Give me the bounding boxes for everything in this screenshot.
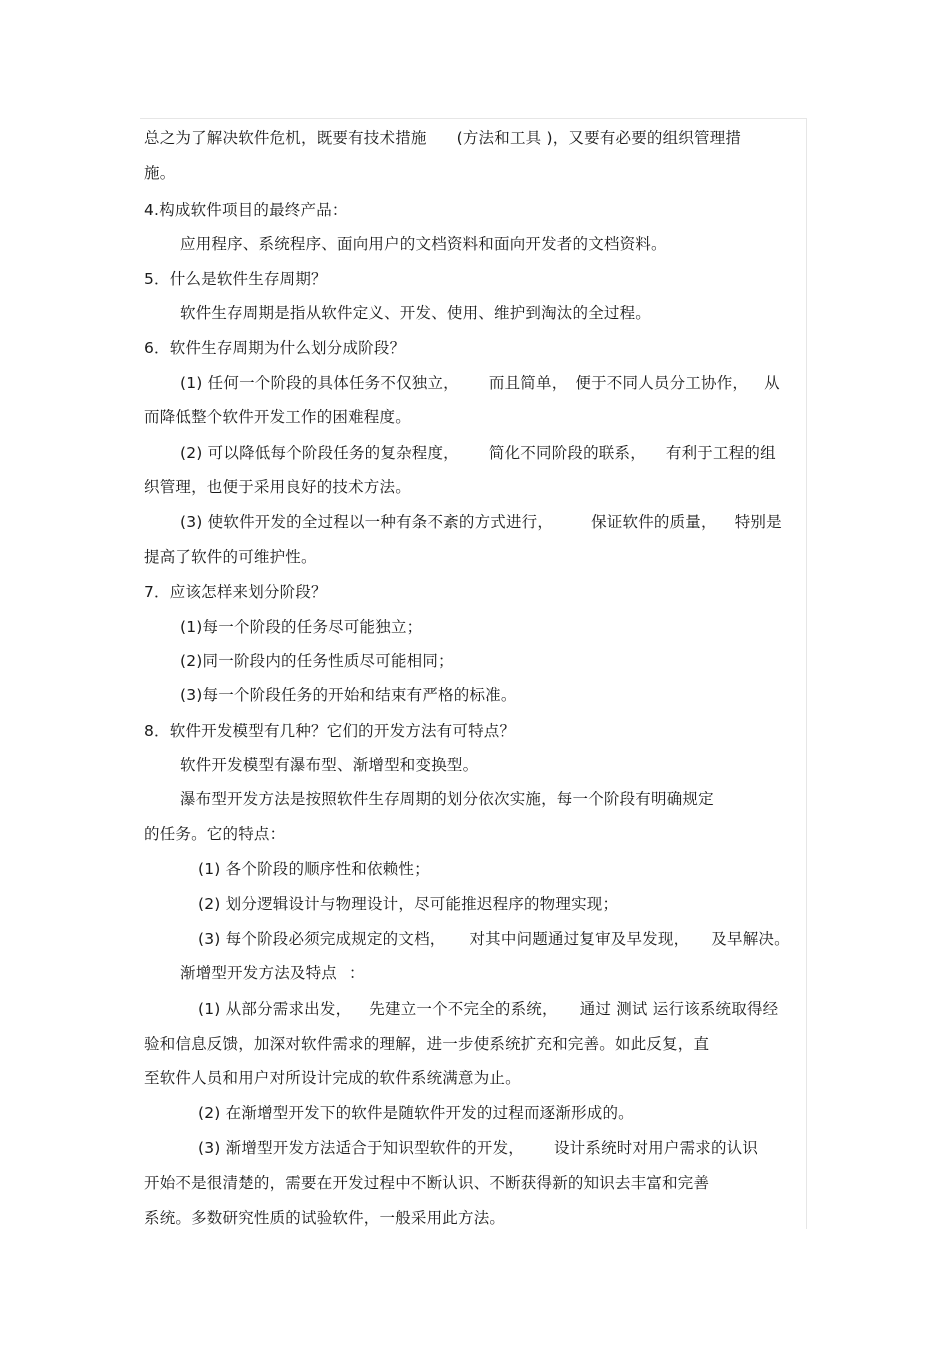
list-item: (1)每一个阶段的任务尽可能独立； xyxy=(180,618,423,636)
answer-line: 系统。多数研究性质的试验软件，一般采用此方法。 xyxy=(144,1209,506,1227)
answer-line: 开始不是很清楚的，需要在开发过程中不断认识、不断获得新的知识去丰富和完善 xyxy=(144,1174,710,1192)
answer-line: 渐增型开发方法及特点 ： xyxy=(180,964,365,982)
answer-line: (1) 任何一个阶段的具体任务不仅独立， 而且简单， 便于不同人员分工协作， 从 xyxy=(180,374,780,392)
answer-line: 应用程序、系统程序、面向用户的文档资料和面向开发者的文档资料。 xyxy=(180,235,667,253)
list-item: (2)同一阶段内的任务性质尽可能相同； xyxy=(180,652,454,670)
answer-line: (3) 使软件开发的全过程以一种有条不紊的方式进行， 保证软件的质量， 特别是 xyxy=(180,513,782,531)
list-item: (3) 渐增型开发方法适合于知识型软件的开发， 设计系统时对用户需求的认识 xyxy=(198,1139,759,1157)
answer-line: (2) 可以降低每个阶段任务的复杂程度， 简化不同阶段的联系， 有利于工程的组 xyxy=(180,444,776,462)
paragraph-line: 施。 xyxy=(144,164,176,182)
question-heading: 6．软件生存周期为什么划分成阶段？ xyxy=(144,339,406,357)
answer-line: 软件开发模型有瀑布型、渐增型和变换型。 xyxy=(180,756,479,774)
list-item: (3) 每个阶段必须完成规定的文档， 对其中问题通过复审及早发现， 及早解决。 xyxy=(198,930,790,948)
answer-line: 提高了软件的可维护性。 xyxy=(144,548,317,566)
answer-line: 而降低整个软件开发工作的困难程度。 xyxy=(144,408,411,426)
question-heading: 7．应该怎样来划分阶段？ xyxy=(144,583,327,601)
question-heading: 4.构成软件项目的最终产品： xyxy=(144,201,348,219)
list-item: (2) 在渐增型开发下的软件是随软件开发的过程而逐渐形成的。 xyxy=(198,1104,634,1122)
list-item: (3)每一个阶段任务的开始和结束有严格的标准。 xyxy=(180,686,517,704)
question-heading: 8．软件开发模型有几种？它们的开发方法有可特点？ xyxy=(144,722,516,740)
question-heading: 5．什么是软件生存周期？ xyxy=(144,270,327,288)
list-item: (1) 各个阶段的顺序性和依赖性； xyxy=(198,860,430,878)
list-item: (2) 划分逻辑设计与物理设计，尽可能推迟程序的物理实现； xyxy=(198,895,619,913)
answer-line: 的任务。它的特点： xyxy=(144,825,286,843)
answer-line: 验和信息反馈，加深对软件需求的理解，进一步使系统扩充和完善。如此反复，直 xyxy=(144,1035,710,1053)
answer-line: 瀑布型开发方法是按照软件生存周期的划分依次实施，每一个阶段有明确规定 xyxy=(180,790,714,808)
answer-line: 至软件人员和用户对所设计完成的软件系统满意为止。 xyxy=(144,1069,521,1087)
list-item: (1) 从部分需求出发， 先建立一个不完全的系统， 通过 测试 运行该系统取得经 xyxy=(198,1000,779,1018)
paragraph-line: 总之为了解决软件危机，既要有技术措施 (方法和工具 )，又要有必要的组织管理措 xyxy=(144,129,742,147)
answer-line: 软件生存周期是指从软件定义、开发、使用、维护到淘汰的全过程。 xyxy=(180,304,652,322)
answer-line: 织管理，也便于采用良好的技术方法。 xyxy=(144,478,411,496)
